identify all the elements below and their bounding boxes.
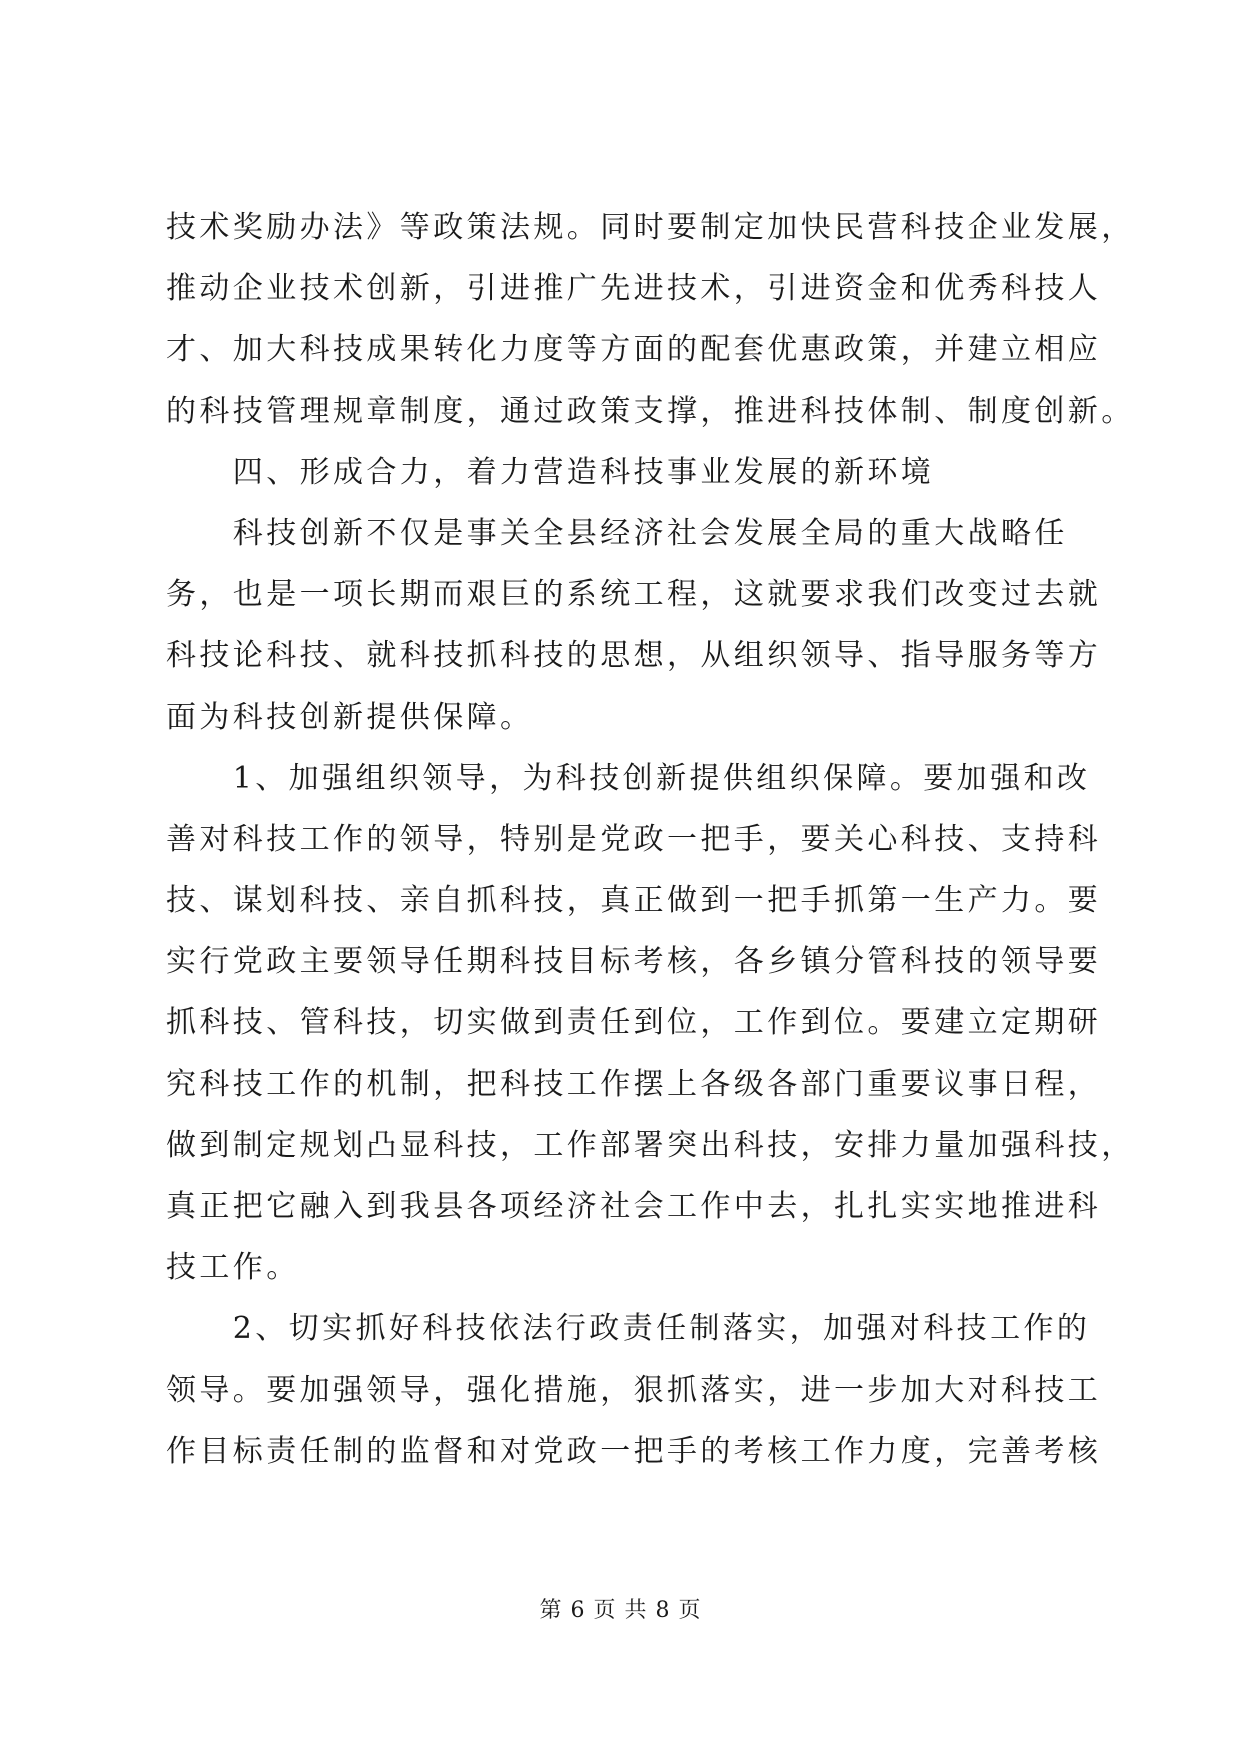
text-line: 2、切实抓好科技依法行政责任制落实，加强对科技工作的: [166, 1311, 1091, 1347]
text-line: 科技论科技、就科技抓科技的思想，从组织领导、指导服务等方: [166, 638, 1102, 674]
text-line: 面为科技创新提供保障。: [166, 699, 534, 735]
text-line: 1、加强组织领导，为科技创新提供组织保障。要加强和改: [166, 760, 1091, 796]
text-line: 务，也是一项长期而艰巨的系统工程，这就要求我们改变过去就: [166, 577, 1102, 613]
text-line: 的科技管理规章制度，通过政策支撑，推进科技体制、制度创新。: [166, 393, 1135, 429]
text-line: 真正把它融入到我县各项经济社会工作中去，扎扎实实地推进科: [166, 1189, 1102, 1224]
text-line: 究科技工作的机制，把科技工作摆上各级各部门重要议事日程，: [166, 1066, 1102, 1102]
section-heading: 四、形成合力，着力营造科技事业发展的新环境: [166, 454, 935, 490]
document-body: [166, 197, 1135, 1482]
text-line: 做到制定规划凸显科技，工作部署突出科技，安排力量加强科技，: [166, 1127, 1135, 1163]
text-line: 技、谋划科技、亲自抓科技，真正做到一把手抓第一生产力。要: [166, 883, 1102, 919]
text-line: 抓科技、管科技，切实做到责任到位，工作到位。要建立定期研: [166, 1005, 1102, 1041]
text-line: 科技创新不仅是事关全县经济社会发展全局的重大战略任: [166, 515, 1068, 551]
text-line: 推动企业技术创新，引进推广先进技术，引进资金和优秀科技人: [166, 271, 1102, 307]
text-line: 才、加大科技成果转化力度等方面的配套优惠政策，并建立相应: [166, 332, 1102, 368]
page-number-footer: 第 6 页 共 8 页: [539, 1598, 702, 1623]
text-line: 作目标责任制的监督和对党政一把手的考核工作力度，完善考核: [166, 1433, 1102, 1469]
text-line: 领导。要加强领导，强化措施，狠抓落实，进一步加大对科技工: [166, 1372, 1102, 1408]
text-line: 实行党政主要领导任期科技目标考核，各乡镇分管科技的领导要: [166, 944, 1102, 980]
text-line: 技工作。: [166, 1250, 300, 1286]
text-line: 技术奖励办法》等政策法规。同时要制定加快民营科技企业发展，: [166, 210, 1135, 245]
text-line: 善对科技工作的领导，特别是党政一把手，要关心科技、支持科: [166, 821, 1102, 857]
